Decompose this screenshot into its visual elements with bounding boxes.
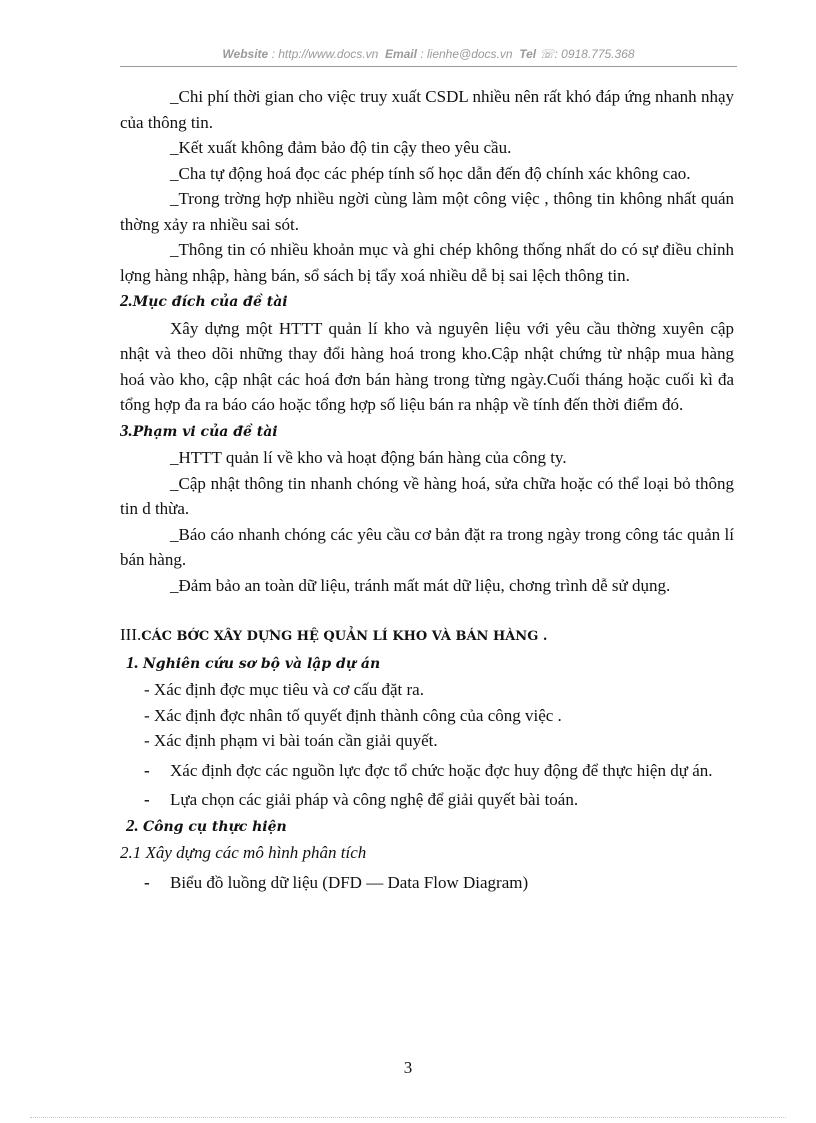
footer-divider [30, 1117, 786, 1118]
section-3-item: _Cập nhật thông tin nhanh chóng về hàng hoá, sửa chữa hoặc có thể loại bỏ thông tin d thừa. [120, 473, 734, 518]
tel-label: Tel [519, 47, 537, 61]
dash-item: - Xác định phạm vi bài toán cần giải quyết. [144, 731, 438, 750]
email-label: Email [384, 47, 417, 61]
bullet-item [120, 787, 734, 813]
website-value: : http://www.docs.vn [271, 47, 379, 61]
section-2-heading [120, 288, 734, 316]
section-III-title: CÁC BỚC XÂY DỰNG HỆ QUẢN LÍ KHO VÀ BÁN HÀNG . [141, 629, 548, 644]
email-value: : lienhe@docs.vn [420, 47, 513, 61]
subsection-1-number: 1. [126, 652, 139, 672]
intro-paragraph: _Chi phí thời gian cho việc truy xuất CSDL nhiều nên rất khó đáp ứng nhanh nhạy của thông tin. [120, 87, 734, 132]
section-3-item: _Báo cáo nhanh chóng các yêu cầu cơ bản đặt ra trong ngày trong công tác quản lí bán hàng. [120, 524, 734, 569]
dash-item: - Xác định đợc nhân tố quyết định thành công của công việc . [144, 705, 562, 725]
dash-item: - Xác định đợc mục tiêu và cơ cấu đặt ra. [144, 680, 424, 699]
section-III-heading [120, 622, 734, 650]
intro-paragraph: _Trong trờng hợp nhiều ngời cùng làm một công việc , thông tin không nhất quán thờng xảy ra nhiều sai sót. [120, 189, 734, 234]
subsection-2-heading [120, 813, 734, 841]
section-2-number: 2. [120, 291, 133, 310]
section-2-title: Mục đích của đề tài [132, 294, 288, 310]
intro-paragraph: _Cha tự động hoá đọc các phép tính số học dẫn đến độ chính xác không cao. [170, 163, 691, 183]
document-body [120, 84, 734, 895]
section-3-number: 3. [120, 420, 133, 440]
bullet-item [120, 758, 734, 784]
section-3-item: _HTTT quản lí về kho và hoạt động bán hàng của công ty. [170, 448, 567, 467]
section-3-heading [120, 418, 734, 446]
subsection-2-number: 2. [126, 815, 139, 835]
bullet-dash-icon: - [144, 760, 150, 780]
section-3-title: Phạm vi của đề tài [132, 423, 278, 440]
bullet-item-text: Xác định đợc các nguồn lực đợc tổ chức hoặc đợc huy động để thực hiện dự án. [170, 760, 713, 780]
bullet-dash-icon: - [144, 872, 150, 892]
subsection-1-heading [120, 650, 734, 678]
section-2-body: Xây dựng một HTTT quản lí kho và nguyên liệu với yêu cầu thờng xuyên cập nhật và theo dõi những thay đổi hàng hoá trong kho.Cập nhật chứng từ nhập mua hàng hoá vào kho, cập nhật các hoá đơn bán hàng trong từng ngày.Cuối tháng hoặc cuối kì đa tổng hợp đa ra báo cáo hoặc tổng hợp số liệu bán ra nhập về tính đến thời điểm đó. [120, 318, 734, 414]
intro-paragraph: _Kết xuất không đảm bảo độ tin cậy theo yêu cầu. [170, 138, 512, 157]
subsection-2-1-heading: 2.1 Xây dựng các mô hình phân tích [120, 843, 367, 862]
phone-icon: ☏ [539, 47, 555, 61]
bullet-item [120, 870, 734, 896]
subsection-2-title: Công cụ thực hiện [143, 818, 287, 835]
intro-paragraph: _Thông tin có nhiều khoản mục và ghi chép không thống nhất do có sự điều chỉnh lợng hàng nhập, hàng bán, sổ sách bị tẩy xoá nhiều dễ bị sai lệch thông tin. [120, 240, 734, 285]
section-3-item: _Đảm bảo an toàn dữ liệu, tránh mất mát dữ liệu, chơng trình dễ sử dụng. [170, 575, 671, 595]
page-header [120, 47, 737, 61]
page-number: 3 [403, 1058, 413, 1077]
tel-value: : 0918.775.368 [554, 47, 635, 61]
section-III-number: III. [120, 625, 142, 644]
bullet-item-text: Lựa chọn các giải pháp và công nghệ để giải quyết bài toán. [170, 790, 579, 809]
bullet-item-text: Biểu đồ luồng dữ liệu (DFD — Data Flow Diagram) [170, 872, 529, 892]
bullet-dash-icon: - [144, 790, 150, 809]
header-divider [120, 66, 737, 67]
website-label: Website [222, 47, 269, 61]
subsection-1-title: Nghiên cứu sơ bộ và lập dự án [143, 655, 381, 672]
